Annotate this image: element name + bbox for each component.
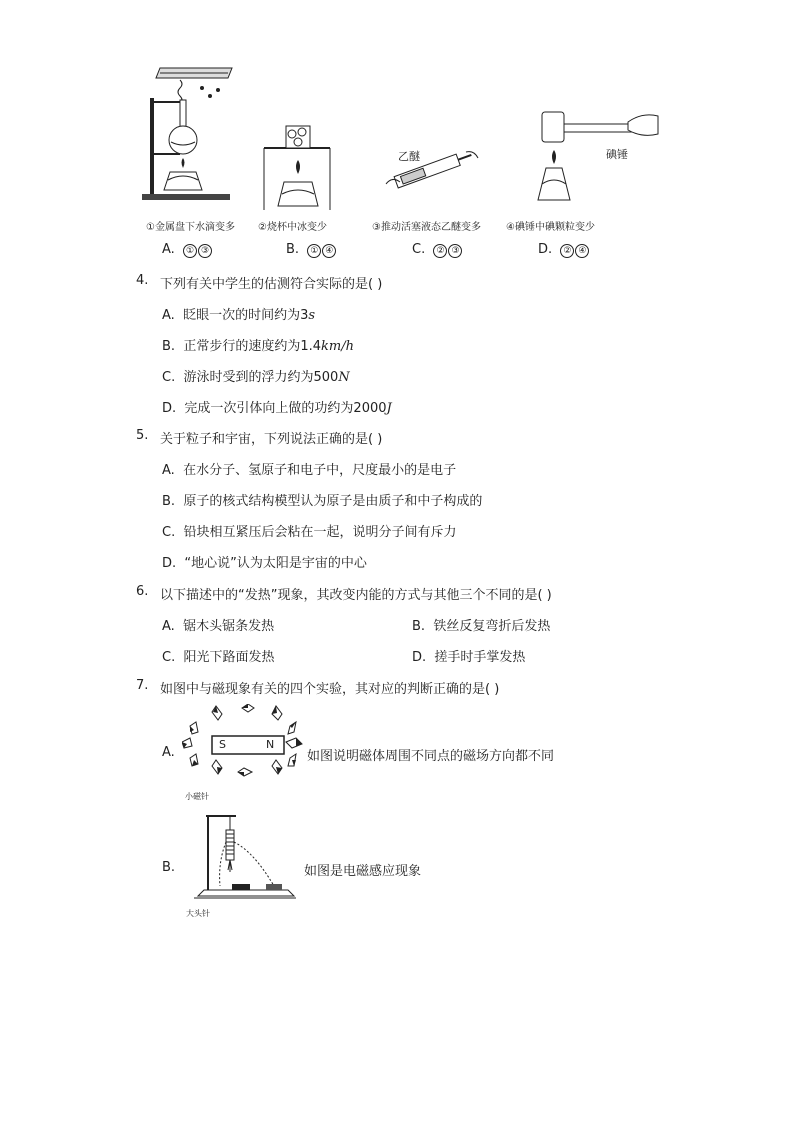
option-text: 铁丝反复弯折后发热 [433, 619, 551, 634]
caption-2: ②烧杯中冰变少 [258, 222, 327, 233]
q5-stem: 关于粒子和宇宙，下列说法正确的是( ) [160, 432, 383, 447]
figure-beaker-ice [258, 120, 336, 210]
option-letter: B. [162, 339, 176, 354]
label-iodine-hammer: 碘锤 [606, 148, 628, 161]
figure-metal-plate-drops [140, 62, 240, 212]
pin-label: 大头针 [186, 909, 210, 918]
circle-number: ④ [322, 244, 336, 258]
option-text: “地心说”认为太阳是宇宙的中心 [184, 556, 367, 571]
q7-option-a-letter[interactable]: A. [162, 745, 175, 760]
circle-number: ③ [198, 244, 212, 258]
q7-option-b-letter[interactable]: B. [162, 860, 176, 875]
q4-option-a[interactable] [162, 304, 315, 323]
q3-option-d[interactable] [538, 242, 590, 258]
q6-option-c[interactable] [162, 646, 275, 665]
option-text: 阳光下路面发热 [183, 650, 275, 665]
figure-electromagnet-pins [190, 812, 300, 908]
q6-option-a[interactable] [162, 615, 274, 634]
q5-option-d[interactable] [162, 552, 367, 571]
caption-4: ④碘锤中碘颗粒变少 [506, 222, 595, 233]
compass-needle-label: 小磁针 [185, 792, 209, 801]
option-letter: A. [162, 308, 175, 323]
option-letter: C. [412, 242, 426, 257]
q3-option-b[interactable] [286, 242, 337, 258]
circle-number: ② [433, 244, 447, 258]
q3-option-a[interactable] [162, 242, 213, 258]
option-letter: B. [162, 494, 176, 509]
option-text: 完成一次引体向上做的功约为2000 [184, 401, 387, 416]
option-letter: C. [162, 525, 176, 540]
option-text: 搓手时手掌发热 [434, 650, 526, 665]
option-letter: D. [162, 556, 177, 571]
q7-stem: 如图中与磁现象有关的四个实验，其对应的判断正确的是( ) [160, 682, 500, 697]
option-letter: D. [412, 650, 427, 665]
q6-stem: 以下描述中的“发热”现象，其改变内能的方式与其他三个不同的是( ) [160, 588, 552, 603]
option-letter: C. [162, 370, 176, 385]
magnet-n-label: N [266, 738, 275, 751]
q5-option-b[interactable] [162, 490, 482, 509]
q5-option-c[interactable] [162, 521, 457, 540]
option-text: 游泳时受到的浮力约为500 [183, 370, 339, 385]
option-text: 在水分子、氢原子和电子中，尺度最小的是电子 [183, 463, 457, 478]
circle-number: ② [560, 244, 574, 258]
q5-option-a[interactable] [162, 459, 456, 478]
q4-option-b[interactable] [162, 335, 354, 354]
option-unit: N [338, 370, 350, 385]
option-letter: B. [412, 619, 426, 634]
q7-option-b-text: 如图是电磁感应现象 [304, 864, 422, 879]
q5-number: 5. [136, 428, 149, 443]
option-letter: D. [538, 242, 553, 257]
option-letter: A. [162, 242, 175, 257]
option-text: 正常步行的速度约为1.4 [183, 339, 322, 354]
caption-3: ③推动活塞液态乙醚变多 [372, 222, 481, 233]
caption-1: ①金属盘下水滴变多 [146, 222, 235, 233]
option-letter: D. [162, 401, 177, 416]
option-unit: J [386, 401, 392, 416]
figure-iodine-hammer [532, 108, 662, 210]
q6-option-b[interactable] [412, 615, 550, 634]
q4-option-d[interactable] [162, 397, 392, 416]
q6-number: 6. [136, 584, 149, 599]
option-letter: C. [162, 650, 176, 665]
option-text: 原子的核式结构模型认为原子是由质子和中子构成的 [183, 494, 483, 509]
circle-number: ① [307, 244, 321, 258]
q7-option-a-text: 如图说明磁体周围不同点的磁场方向都不同 [307, 749, 555, 764]
figure-bar-magnet-compasses [182, 704, 306, 800]
option-unit: km/h [321, 339, 354, 354]
option-letter: A. [162, 619, 175, 634]
q4-option-c[interactable] [162, 366, 350, 385]
q4-stem: 下列有关中学生的估测符合实际的是( ) [160, 277, 383, 292]
q3-option-c[interactable] [412, 242, 463, 258]
option-text: 锯木头锯条发热 [183, 619, 275, 634]
option-letter: A. [162, 463, 175, 478]
q7-number: 7. [136, 678, 149, 693]
option-text: 铅块相互紧压后会粘在一起，说明分子间有斥力 [183, 525, 457, 540]
magnet-s-label: S [219, 738, 226, 751]
figure-piston-ether [380, 140, 480, 200]
circle-number: ④ [575, 244, 589, 258]
option-letter: B. [286, 242, 300, 257]
option-text: 眨眼一次的时间约为3 [183, 308, 309, 323]
circle-number: ① [183, 244, 197, 258]
q4-number: 4. [136, 273, 149, 288]
label-ether: 乙醚 [398, 150, 420, 163]
circle-number: ③ [448, 244, 462, 258]
q6-option-d[interactable] [412, 646, 525, 665]
option-unit: s [308, 308, 316, 323]
